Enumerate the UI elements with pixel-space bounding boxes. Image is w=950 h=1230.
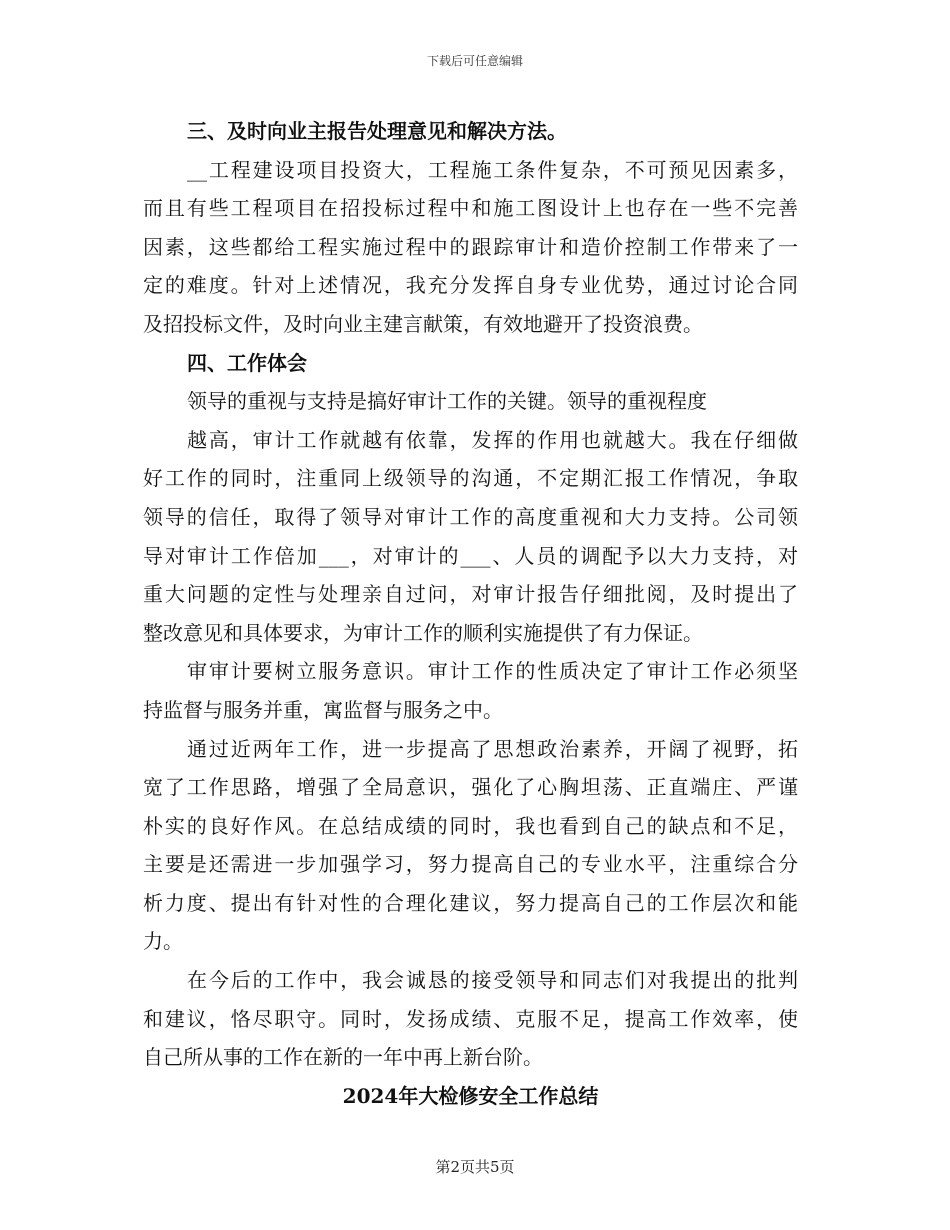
- section-heading-4: 四、工作体会: [187, 350, 307, 375]
- text-line: 整改意见和具体要求，为审计工作的顺利实施提供了有力保证。: [143, 620, 703, 645]
- text-line: 重大问题的定性与处理亲自过问，对审计报告仔细批阅，及时提出了: [143, 582, 798, 607]
- page-header: 下载后可任意编辑: [426, 54, 523, 68]
- text-line: 及招投标文件，及时向业主建言献策，有效地避开了投资浪费。: [143, 311, 703, 336]
- text-line: 因素，这些都给工程实施过程中的跟踪审计和造价控制工作带来了一: [143, 234, 798, 259]
- text-line: 越高，审计工作就越有依靠，发挥的作用也就越大。我在仔细做: [187, 427, 798, 452]
- text-line: 持监督与服务并重，寓监督与服务之中。: [143, 697, 503, 722]
- document-body: [143, 112, 798, 1115]
- text-line: __工程建设项目投资大，工程施工条件复杂，不可预见因素多，: [187, 157, 798, 182]
- text-line: 朴实的良好作风。在总结成绩的同时，我也看到自己的缺点和不足，: [143, 813, 798, 838]
- text-line: 审审计要树立服务意识。审计工作的性质决定了审计工作必须坚: [187, 659, 798, 684]
- text-line: 领导的信任，取得了领导对审计工作的高度重视和大力支持。公司领: [143, 504, 798, 529]
- text-line: 领导的重视与支持是搞好审计工作的关键。领导的重视程度: [187, 389, 707, 414]
- text-line: 好工作的同时，注重同上级领导的沟通，不定期汇报工作情况，争取: [143, 466, 798, 491]
- next-document-title: 2024年大检修安全工作总结: [342, 1083, 599, 1108]
- text-line: 宽了工作思路，增强了全局意识，强化了心胸坦荡、正直端庄、严谨: [143, 775, 798, 800]
- text-line: 自己所从事的工作在新的一年中再上新台阶。: [143, 1045, 543, 1070]
- text-line: 主要是还需进一步加强学习，努力提高自己的专业水平，注重综合分: [143, 852, 798, 877]
- text-line: 和建议，恪尽职守。同时，发扬成绩、克服不足，提高工作效率，使: [143, 1006, 798, 1031]
- page-footer: 第2页共5页: [435, 1158, 515, 1176]
- text-line: 力。: [143, 929, 183, 954]
- text-line: 而且有些工程项目在招投标过程中和施工图设计上也存在一些不完善: [143, 196, 798, 221]
- section-heading-3: 三、及时向业主报告处理意见和解决方法。: [187, 119, 567, 143]
- text-line: 析力度、提出有针对性的合理化建议，努力提高自己的工作层次和能: [143, 890, 798, 915]
- text-line: 在今后的工作中，我会诚恳的接受领导和同志们对我提出的批判: [187, 968, 798, 993]
- text-line: 定的难度。针对上述情况，我充分发挥自身专业优势，通过讨论合同: [143, 273, 798, 298]
- text-line: 通过近两年工作，进一步提高了思想政治素养，开阔了视野，拓: [187, 736, 798, 761]
- text-line: 导对审计工作倍加___，对审计的___、人员的调配予以大力支持，对: [143, 543, 798, 568]
